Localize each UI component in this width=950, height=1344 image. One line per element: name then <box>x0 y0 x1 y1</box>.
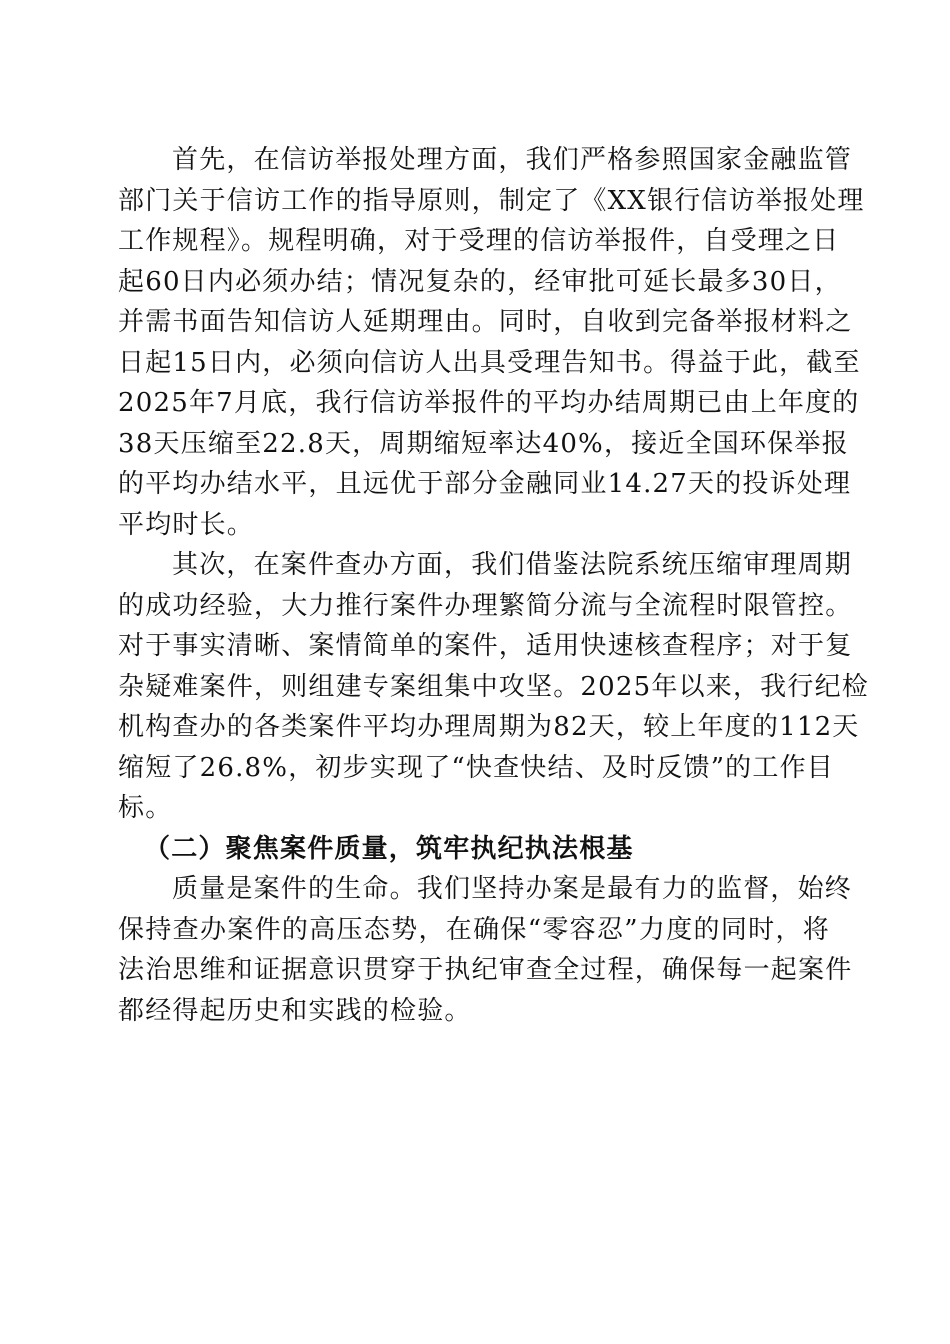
paragraph-line: 其次，在案件查办方面，我们借鉴法院系统压缩审理周期 <box>172 550 853 580</box>
paragraph-line: 的成功经验，大力推行案件办理繁简分流与全流程时限管控。 <box>118 590 853 621</box>
paragraph-line: 保持查办案件的高压态势，在确保“零容忍”力度的同时，将 <box>118 914 830 945</box>
paragraph-line: 对于事实清晰、案情简单的案件，适用快速核查程序；对于复 <box>118 631 853 661</box>
paragraph-case-quality <box>118 869 853 1031</box>
paragraph-line: 法治思维和证据意识贯穿于执纪审查全过程，确保每一起案件 <box>118 955 853 985</box>
paragraph-line: 的平均办结水平，且远优于部分金融同业14.27天的投诉处理 <box>118 469 852 499</box>
paragraph-case-investigation <box>118 545 869 829</box>
paragraph-line: 首先，在信访举报处理方面，我们严格参照国家金融监管 <box>172 145 853 175</box>
paragraph-line: 平均时长。 <box>118 509 255 540</box>
paragraph-line: 部门关于信访工作的指导原则，制定了《XX银行信访举报处理 <box>118 185 865 216</box>
document-body <box>118 140 869 1031</box>
paragraph-line: 并需书面告知信访人延期理由。同时，自收到完备举报材料之 <box>118 307 853 337</box>
section-heading: （二）聚焦案件质量，筑牢执纪执法根基 <box>144 833 634 864</box>
paragraph-line: 2025年7月底，我行信访举报件的平均办结周期已由上年度的 <box>118 388 860 418</box>
paragraph-line: 缩短了26.8%，初步实现了“快查快结、及时反馈”的工作目 <box>118 752 834 783</box>
paragraph-complaint-handling <box>118 140 865 545</box>
paragraph-line: 机构查办的各类案件平均办理周期为82天，较上年度的112天 <box>118 712 860 742</box>
paragraph-line: 工作规程》。规程明确，对于受理的信访举报件，自受理之日 <box>118 226 840 256</box>
paragraph-line: 日起15日内，必须向信访人出具受理告知书。得益于此，截至 <box>118 347 861 378</box>
paragraph-line: 质量是案件的生命。我们坚持办案是最有力的监督，始终 <box>172 874 853 904</box>
paragraph-line: 杂疑难案件，则组建专案组集中攻坚。2025年以来，我行纪检 <box>118 671 869 702</box>
paragraph-line: 都经得起历史和实践的检验。 <box>118 995 472 1026</box>
paragraph-line: 标。 <box>118 793 173 823</box>
paragraph-line: 38天压缩至22.8天，周期缩短率达40%，接近全国环保举报 <box>118 428 849 459</box>
paragraph-line: 起60日内必须办结；情况复杂的，经审批可延长最多30日， <box>118 266 842 297</box>
